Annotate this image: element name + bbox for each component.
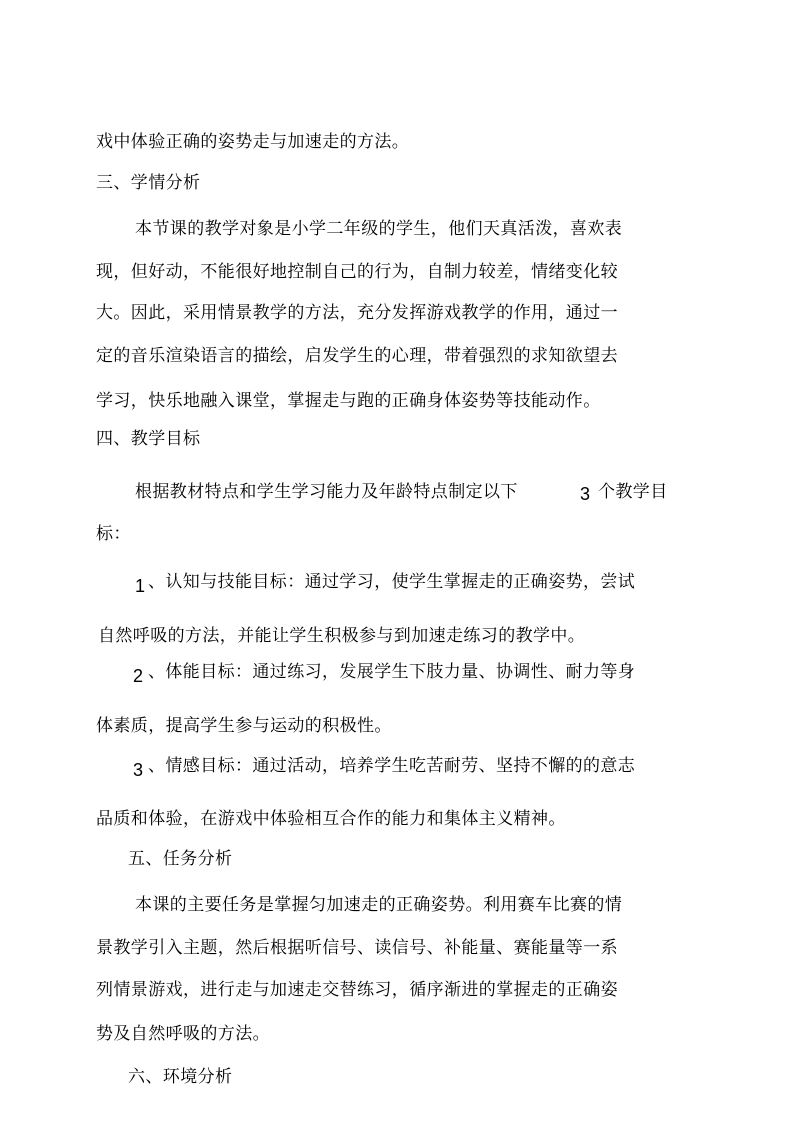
goal-3-number: 3: [133, 760, 144, 780]
goal-3-line-1: 、情感目标：通过活动，培养学生吃苦耐劳、坚持不懈的的意志: [148, 756, 636, 776]
intro-line: 戏中体验正确的姿势走与加速走的方法。: [96, 132, 410, 152]
section-3-line-4: 定的音乐渲染语言的描绘，启发学生的心理，带着强烈的求知欲望去: [96, 346, 618, 366]
goal-2-line-1: 、体能目标：通过练习，发展学生下肢力量、协调性、耐力等身: [148, 662, 636, 682]
section-3-line-1: 本节课的教学对象是小学二年级的学生，他们天真活泼，喜欢表: [135, 219, 623, 239]
goal-1-line-2: 自然呼吸的方法，并能让学生积极参与到加速走练习的教学中。: [98, 626, 586, 646]
section-4-intro-part1: 根据教材特点和学生学习能力及年龄特点制定以下: [135, 482, 518, 502]
section-5-line-4: 势及自然呼吸的方法。: [96, 1024, 270, 1044]
section-3-line-3: 大。因此，采用情景教学的方法，充分发挥游戏教学的作用，通过一: [96, 303, 618, 323]
section-5-heading: 五、任务分析: [128, 849, 233, 869]
section-6-heading: 六、环境分析: [128, 1067, 233, 1087]
goal-2-number: 2: [133, 666, 144, 686]
goal-1-number: 1: [135, 576, 146, 596]
goal-2-line-2: 体素质，提高学生参与运动的积极性。: [96, 716, 392, 736]
section-5-line-1: 本课的主要任务是掌握匀加速走的正确姿势。利用赛车比赛的情: [135, 895, 623, 915]
section-4-intro-number: 3: [580, 484, 591, 504]
goal-1-line-1: 、认知与技能目标：通过学习，使学生掌握走的正确姿势，尝试: [148, 572, 636, 592]
section-5-line-2: 景教学引入主题，然后根据听信号、读信号、补能量、赛能量等一系: [96, 938, 618, 958]
section-3-line-2: 现，但好动，不能很好地控制自己的行为，自制力较差，情绪变化较: [96, 262, 618, 282]
section-4-heading: 四、教学目标: [96, 429, 201, 449]
section-5-line-3: 列情景游戏，进行走与加速走交替练习，循序渐进的掌握走的正确姿: [96, 980, 618, 1000]
section-3-heading: 三、学情分析: [96, 173, 201, 193]
section-4-intro-part2: 个教学目: [598, 482, 668, 502]
section-4-intro-line2: 标：: [96, 524, 131, 544]
section-3-line-5: 学习，快乐地融入课堂，掌握走与跑的正确身体姿势等技能动作。: [96, 391, 601, 411]
goal-3-line-2: 品质和体验，在游戏中体验相互合作的能力和集体主义精神。: [96, 809, 566, 829]
